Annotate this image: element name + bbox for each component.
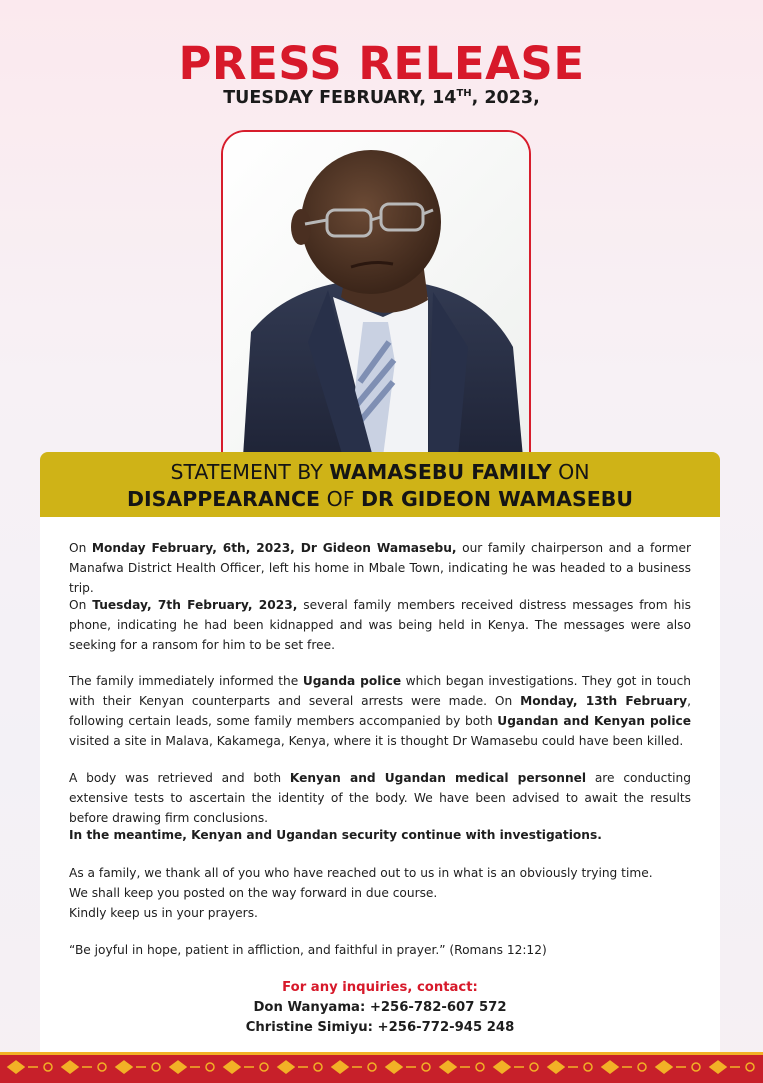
contact-christine-simiyu: Christine Simiyu: +256-772-945 248 [245, 1020, 515, 1035]
footer-ornament [710, 1061, 740, 1073]
press-release-title: PRESS RELEASE [178, 37, 585, 90]
footer-ornament-ring [638, 1063, 646, 1071]
contact-don-wanyama: Don Wanyama: +256-782-607 572 [253, 1000, 507, 1015]
footer-ornament-ring [98, 1063, 106, 1071]
footer-ornament [548, 1061, 578, 1073]
footer-ornament [494, 1061, 524, 1073]
banner-line-1: STATEMENT BY WAMASEBU FAMILY ON [170, 460, 590, 484]
footer-ornament-ring [44, 1063, 52, 1071]
footer-ornament-ring [476, 1063, 484, 1071]
footer-ornament [224, 1061, 254, 1073]
footer-ornament [62, 1061, 92, 1073]
contact-block [40, 978, 720, 1038]
footer-ornament-ring [314, 1063, 322, 1071]
statement-body [40, 517, 720, 1052]
footer-ornament [440, 1061, 470, 1073]
footer-ornament-ring [584, 1063, 592, 1071]
paragraph-4: A body was retrieved and both Kenyan and Ugandan medical personnel are conducting extensive tests to ascertain the identity of the body. We have been advised to await the results before drawing firm conclusions. [69, 771, 691, 825]
footer-ornament [8, 1061, 38, 1073]
footer-ornament-ring [692, 1063, 700, 1071]
paragraph-5: In the meantime, Kenyan and Ugandan security continue with investigations. [69, 828, 602, 842]
footer-ornament [656, 1061, 686, 1073]
footer-ornament [332, 1061, 362, 1073]
footer-ornament [116, 1061, 146, 1073]
portrait-photo [221, 130, 531, 455]
contact-heading: For any inquiries, contact: [282, 980, 478, 995]
footer-ornament [386, 1061, 416, 1073]
paragraph-3: The family immediately informed the Uganda police which began investigations. They got in touch with their Kenyan counterparts and several arrests were made. On Monday, 13th February, following certain leads, some family members accompanied by both Ugandan and Kenyan police visited a site in Malava, Kakamega, Kenya, where it is thought Dr Wamasebu could have been killed. [69, 674, 691, 748]
paragraph-6: As a family, we thank all of you who have reached out to us in what is an obviously trying time. We shall keep you posted on the way forward in due course. Kindly keep us in your prayers. [69, 866, 653, 920]
banner-line-2: DISAPPEARANCE OF DR GIDEON WAMASEBU [126, 487, 634, 511]
footer-ornament [170, 1061, 200, 1073]
footer-ornament-ring [206, 1063, 214, 1071]
paragraph-1: On Monday February, 6th, 2023, Dr Gideon Wamasebu, our family chairperson and a former Manafwa District Health Officer, left his home in Mbale Town, indicating he was headed to a business trip. [69, 541, 691, 595]
footer-ornament [278, 1061, 308, 1073]
footer-ornament-ring [152, 1063, 160, 1071]
statement-banner [40, 452, 720, 517]
footer-ornament [602, 1061, 632, 1073]
footer-ornament-ring [422, 1063, 430, 1071]
decorative-footer-border [0, 1052, 763, 1083]
paragraph-2: On Tuesday, 7th February, 2023, several family members received distress messages from his phone, indicating he had been kidnapped and was being held in Kenya. The messages were also seeking for a ransom for him to be set free. [69, 598, 691, 652]
footer-ornament-ring [746, 1063, 754, 1071]
release-date: TUESDAY FEBRUARY, 14TH, 2023, [223, 88, 540, 108]
footer-ornament-ring [530, 1063, 538, 1071]
footer-ornament-ring [260, 1063, 268, 1071]
scripture-quote: “Be joyful in hope, patient in affliction, and faithful in prayer.” (Romans 12:12) [69, 943, 547, 957]
footer-ornament-ring [368, 1063, 376, 1071]
